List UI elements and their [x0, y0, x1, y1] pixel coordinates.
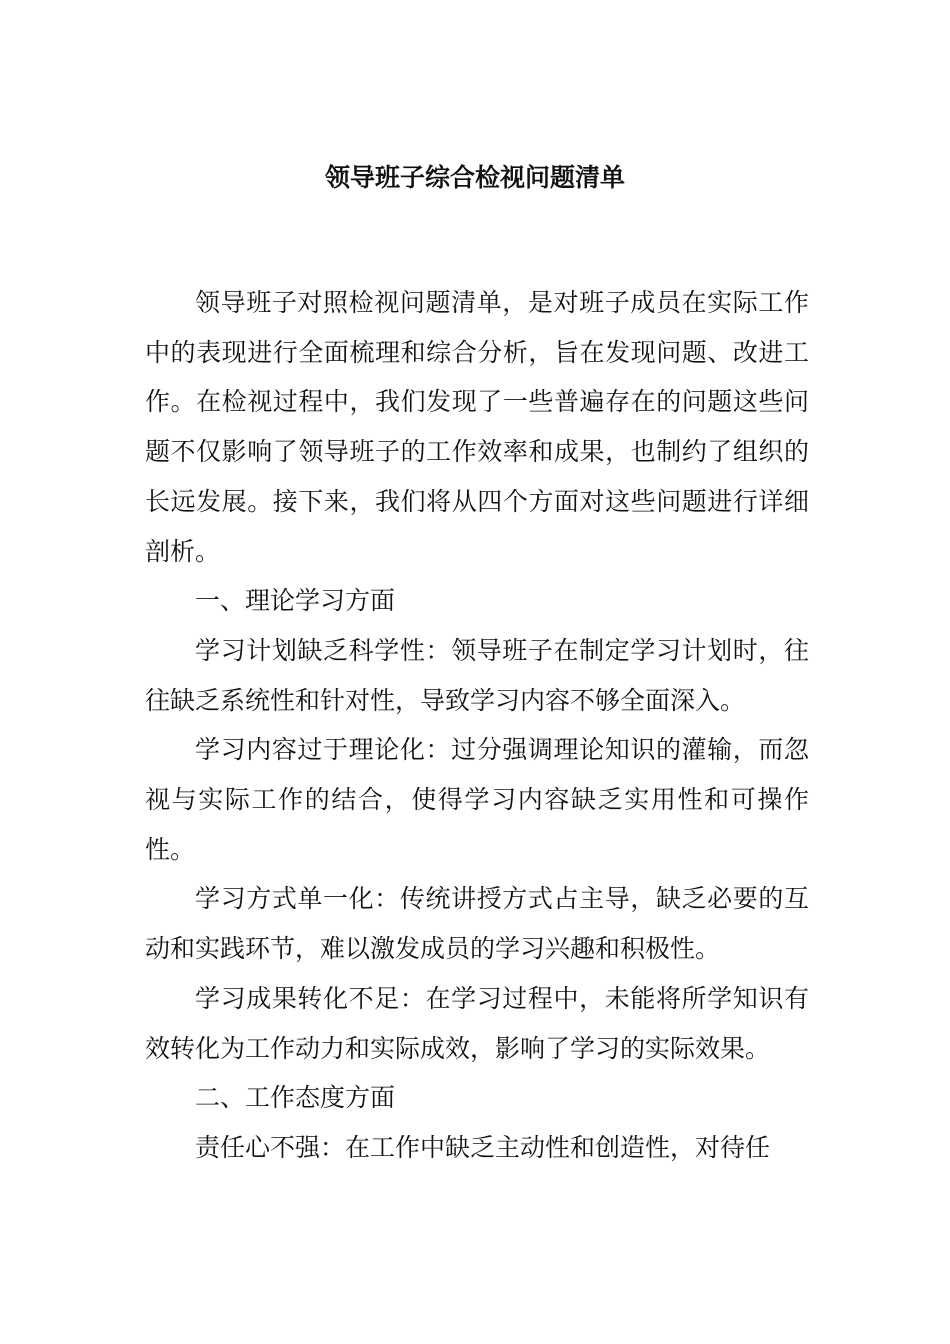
intro-paragraph: 领导班子对照检视问题清单，是对班子成员在实际工作中的表现进行全面梳理和综合分析，旨在发现问题、改进工作。在检视过程中，我们发现了一些普遍存在的问题这些问题不仅影响了领导班子的工作效率和成果，也制约了组织的长远发展。接下来，我们将从四个方面对这些问题进行详细剖析。	[145, 288, 809, 566]
paragraph-responsibility: 责任心不强：在工作中缺乏主动性和创造性，对待任	[195, 1132, 771, 1162]
paragraph-study-method: 学习方式单一化：传统讲授方式占主导，缺乏必要的互动和实践环节，难以激发成员的学习兴趣和积极性。	[145, 884, 809, 964]
document-body	[145, 278, 809, 1173]
paragraph-study-results: 学习成果转化不足：在学习过程中，未能将所学知识有效转化为工作动力和实际成效，影响了学习的实际效果。	[145, 983, 809, 1063]
document-title: 领导班子综合检视问题清单	[324, 163, 625, 192]
section-heading-theory-study: 一、理论学习方面	[195, 586, 396, 616]
paragraph-study-plan: 学习计划缺乏科学性：领导班子在制定学习计划时，往往缺乏系统性和针对性，导致学习内容不够全面深入。	[145, 635, 809, 715]
paragraph-study-content: 学习内容过于理论化：过分强调理论知识的灌输，而忽视与实际工作的结合，使得学习内容缺乏实用性和可操作性。	[145, 735, 809, 864]
section-heading-work-attitude: 二、工作态度方面	[195, 1083, 396, 1113]
